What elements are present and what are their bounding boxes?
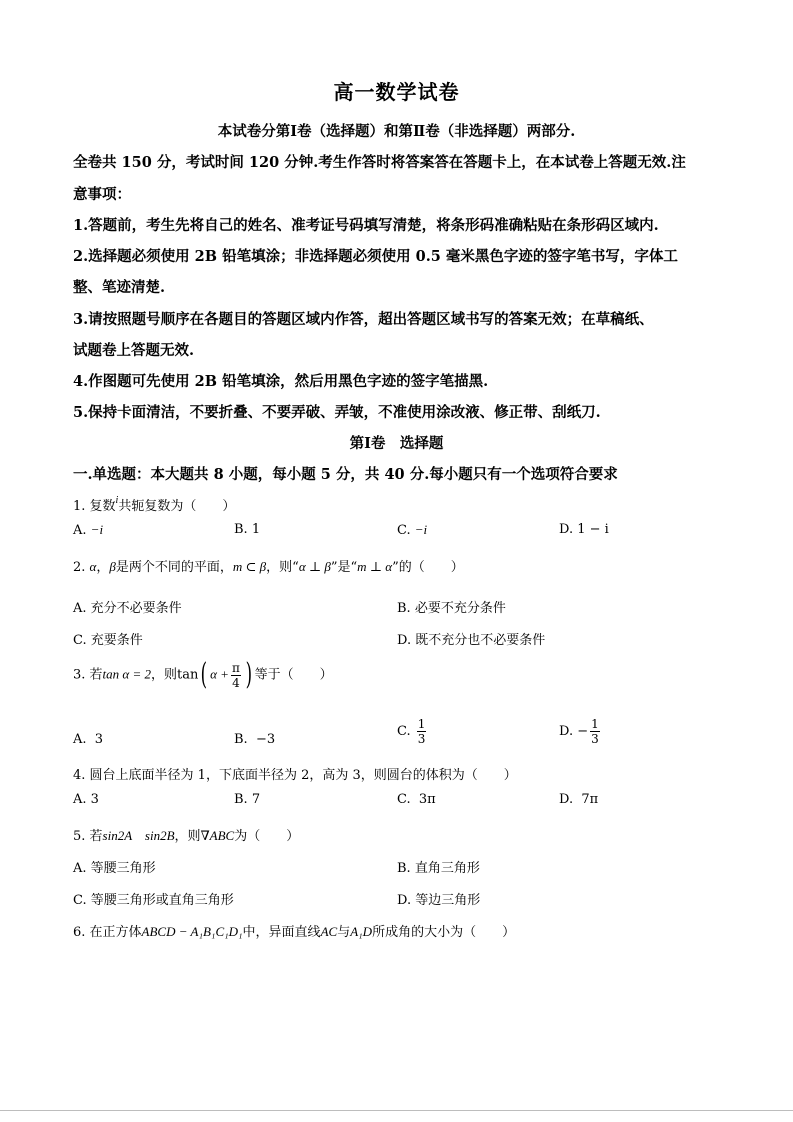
q3-c-fraction (417, 718, 427, 745)
q1-option-d[interactable] (559, 522, 609, 537)
q2-alpha: α (89, 559, 97, 574)
q2-option-d[interactable]: D. 既不充分也不必要条件 (397, 633, 546, 648)
q3-d-fraction (590, 718, 600, 745)
part1-heading: 一.单选题：本大题共 8 小题，每小题 5 分，共 40 分.每小题只有一个选项符合要求 (73, 466, 618, 483)
q3-option-c[interactable] (397, 718, 428, 745)
q3-option-b[interactable] (234, 732, 275, 747)
q3-option-d[interactable] (559, 718, 602, 745)
q5-text-2: 为（ ） (234, 829, 300, 844)
note-5: 5.保持卡面清洁，不要折叠、不要弄破、弄皱，不准使用涂改液、修正带、刮纸刀. (73, 404, 601, 421)
q3-given: tan α = 2 (102, 666, 152, 682)
q5-option-d[interactable]: D. 等边三角形 (397, 893, 481, 908)
q3-text-2: 等于（ ） (254, 667, 333, 683)
q3-right-paren: ) (245, 657, 252, 692)
q2-number: 2. (73, 560, 86, 575)
q1-option-a[interactable] (73, 522, 103, 538)
q3-d-numerator: 1 (591, 717, 599, 731)
q4-option-a[interactable]: A. 3 (73, 792, 99, 807)
q1-d-value: 1 − i (577, 522, 609, 537)
q5-expression: sin2A sin2B (102, 828, 175, 843)
q3-tan: tan (177, 667, 199, 683)
question-1-stem (73, 495, 235, 514)
q3-alpha-plus: α + (210, 666, 229, 682)
q3-fraction-denominator: 4 (232, 675, 240, 690)
q4-c-label: C. (397, 792, 411, 807)
q3-d-denominator: 3 (591, 732, 599, 746)
q1-b-value: 1 (251, 522, 261, 537)
q3-option-a[interactable] (73, 732, 103, 747)
q5-triangle: ∇ABC (200, 828, 235, 843)
q2-text-2: 是两个不同的平面， (115, 560, 233, 575)
q2-option-c[interactable]: C. 充要条件 (73, 633, 143, 648)
question-2-stem (73, 556, 464, 575)
q4-d-value: 7π (581, 792, 599, 807)
q6-cube: ABCD − A₁B₁C₁D₁ (141, 924, 243, 939)
q5-option-c[interactable]: C. 等腰三角形或直角三角形 (73, 893, 234, 908)
q2-text-5: ”的（ ） (392, 560, 464, 575)
q4-option-c[interactable] (397, 792, 436, 807)
question-3-stem (73, 657, 333, 692)
q6-text-3: 所成角的大小为（ ） (372, 925, 516, 940)
q2-option-a[interactable]: A. 充分不必要条件 (73, 601, 182, 616)
q1-a-label: A. (73, 523, 87, 538)
q1-expression: i (115, 495, 119, 506)
q4-option-d[interactable] (559, 792, 598, 807)
q6-prefix: 6. 在正方体 (73, 925, 142, 940)
q3-fraction-numerator: π (231, 660, 240, 675)
q6-text-1: 中，异面直线 (242, 925, 321, 940)
q3-d-label: D. (559, 724, 574, 739)
q2-text-4: ”是“ (330, 560, 358, 575)
q6-line-a1d: A₁D (350, 924, 373, 939)
q1-option-b[interactable] (234, 522, 260, 537)
note-4: 4.作图题可先使用 2B 铅笔填涂，然后用黑色字迹的签字笔描黑. (73, 373, 489, 390)
q1-b-label: B. (234, 522, 248, 537)
q2-condition-2: m ⊥ α (357, 559, 393, 574)
q4-d-label: D. (559, 792, 574, 807)
q3-b-label: B. (234, 732, 248, 747)
page-bottom-divider (0, 1110, 793, 1111)
q3-b-value: −3 (255, 732, 276, 747)
q5-option-b[interactable]: B. 直角三角形 (397, 861, 480, 876)
q3-d-sign: − (577, 724, 589, 739)
q3-a-label: A. (73, 732, 87, 747)
q5-option-a[interactable]: A. 等腰三角形 (73, 861, 156, 876)
general-info-line1: 全卷共 150 分，考试时间 120 分钟.考生作答时将答案答在答题卡上，在本试卷上答题无效.注 (73, 154, 686, 171)
q1-d-label: D. (559, 522, 574, 537)
note-1: 1.答题前，考生先将自己的姓名、准考证号码填写清楚，将条形码准确粘贴在条形码区域内. (73, 217, 659, 234)
question-5-stem (73, 825, 299, 844)
q2-m-subset: m ⊂ β (232, 559, 267, 574)
exam-intro: 本试卷分第Ⅰ卷（选择题）和第Ⅱ卷（非选择题）两部分. (217, 123, 576, 140)
q3-fraction (231, 662, 241, 689)
page-title: 高一数学试卷 (333, 80, 460, 104)
q2-beta: β (109, 559, 116, 574)
q2-text-1: ， (96, 560, 110, 575)
q2-condition-1: α ⊥ β (298, 559, 331, 574)
q5-text-1: ，则 (174, 829, 201, 844)
q1-c-value: −i (414, 522, 428, 537)
note-3-line2: 试题卷上答题无效. (73, 342, 195, 359)
note-2-line2: 整、笔迹清楚. (73, 279, 166, 296)
q4-option-b[interactable]: B. 7 (234, 792, 261, 807)
q1-c-label: C. (397, 523, 411, 538)
q2-text-3: ，则“ (266, 560, 299, 575)
q3-c-numerator: 1 (417, 717, 426, 731)
q3-c-label: C. (397, 724, 411, 739)
q3-c-denominator: 3 (417, 732, 426, 746)
q2-option-b[interactable]: B. 必要不充分条件 (397, 601, 506, 616)
q1-suffix: 共轭复数为（ ） (118, 499, 236, 514)
general-info-line2: 意事项： (73, 186, 131, 203)
note-3-line1: 3.请按照题号顺序在各题目的答题区域内作答，超出答题区域书写的答案无效；在草稿纸、 (73, 311, 654, 328)
q3-left-paren: ( (201, 657, 208, 692)
q3-prefix: 3. 若 (73, 667, 103, 683)
question-6-stem (73, 921, 515, 940)
q6-text-2: 与 (337, 925, 351, 940)
q4-c-value: 3π (418, 792, 436, 807)
note-2-line1: 2.选择题必须使用 2B 铅笔填涂；非选择题必须使用 0.5 毫米黑色字迹的签字笔书写，字体工 (73, 248, 678, 265)
q3-text-1: ，则 (151, 667, 178, 683)
q1-a-value: −i (90, 522, 104, 537)
q1-prefix: 1. 复数 (73, 499, 116, 514)
q5-prefix: 5. 若 (73, 829, 103, 844)
question-4-stem: 4. 圆台上底面半径为 1，下底面半径为 2，高为 3，则圆台的体积为（ ） (73, 768, 517, 783)
section-heading: 第Ⅰ卷 选择题 (349, 435, 444, 452)
q1-option-c[interactable] (397, 522, 427, 538)
q6-line-ac: AC (320, 924, 338, 939)
q3-a-value: 3 (94, 732, 104, 747)
